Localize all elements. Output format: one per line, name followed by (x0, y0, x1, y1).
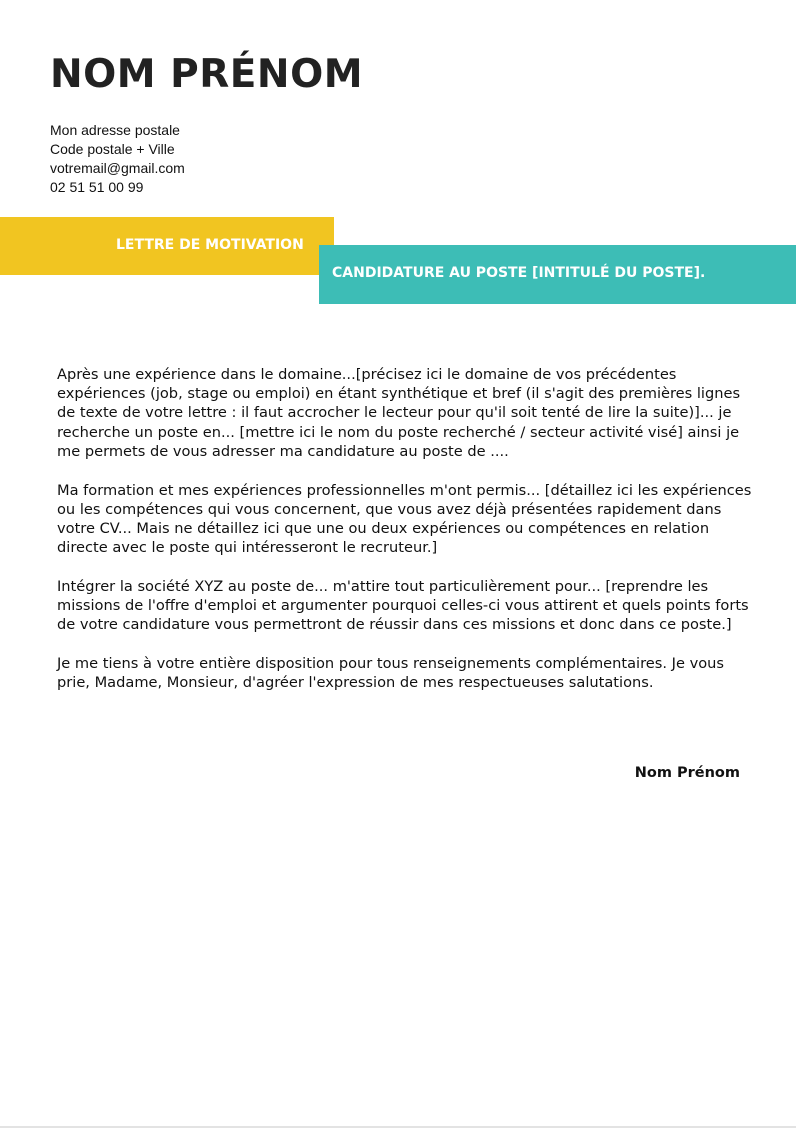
applicant-name: NOM PRÉNOM (50, 52, 364, 97)
letter-paragraph: Je me tiens à votre entière disposition pour tous renseignements complémentaires. Je vous prie, Madame, Monsieur, d'agréer l'expression de mes respectueuses salutations. (57, 655, 724, 692)
letter-body (57, 365, 757, 712)
letter-title: LETTRE DE MOTIVATION (116, 237, 304, 253)
contact-email: votremail@gmail.com (50, 160, 185, 176)
letter-paragraph: Intégrer la société XYZ au poste de... m'attire tout particulièrement pour... [reprendre les missions de l'offre d'emploi et argumenter pourquoi celles-ci vous attirent et quels points forts de votre candidature vous permettront de réussir dans ces missions et donc dans ce poste.] (57, 578, 749, 634)
letter-paragraph: Après une expérience dans le domaine...[précisez ici le domaine de vos précédentes expériences (job, stage ou emploi) en étant synthétique et bref (il s'agit des premières lignes de texte de votre lettre : il faut accrocher le lecteur pour qu'il soit tenté de lire la suite)]... je recherche un poste en... [mettre ici le nom du poste recherché / secteur activité visé] ainsi je me permets de vous adresser ma candidature au poste de .... (57, 366, 741, 460)
contact-block (50, 121, 185, 197)
contact-phone: 02 51 51 00 99 (50, 179, 144, 195)
contact-address: Mon adresse postale (50, 122, 180, 138)
contact-postal-city: Code postale + Ville (50, 141, 175, 157)
letter-paragraph: Ma formation et mes expériences professionnelles m'ont permis... [détaillez ici les expériences ou les compétences qui vous concernent, que vous avez déjà présentées rapidement dans votre CV... Mais ne détaillez ici que une ou deux expériences ou compétences en relation directe avec le poste qui intéresseront le recruteur.] (57, 481, 752, 557)
position-subtitle: CANDIDATURE AU POSTE [INTITULÉ DU POSTE]. (332, 265, 706, 281)
signature: Nom Prénom (634, 765, 740, 781)
